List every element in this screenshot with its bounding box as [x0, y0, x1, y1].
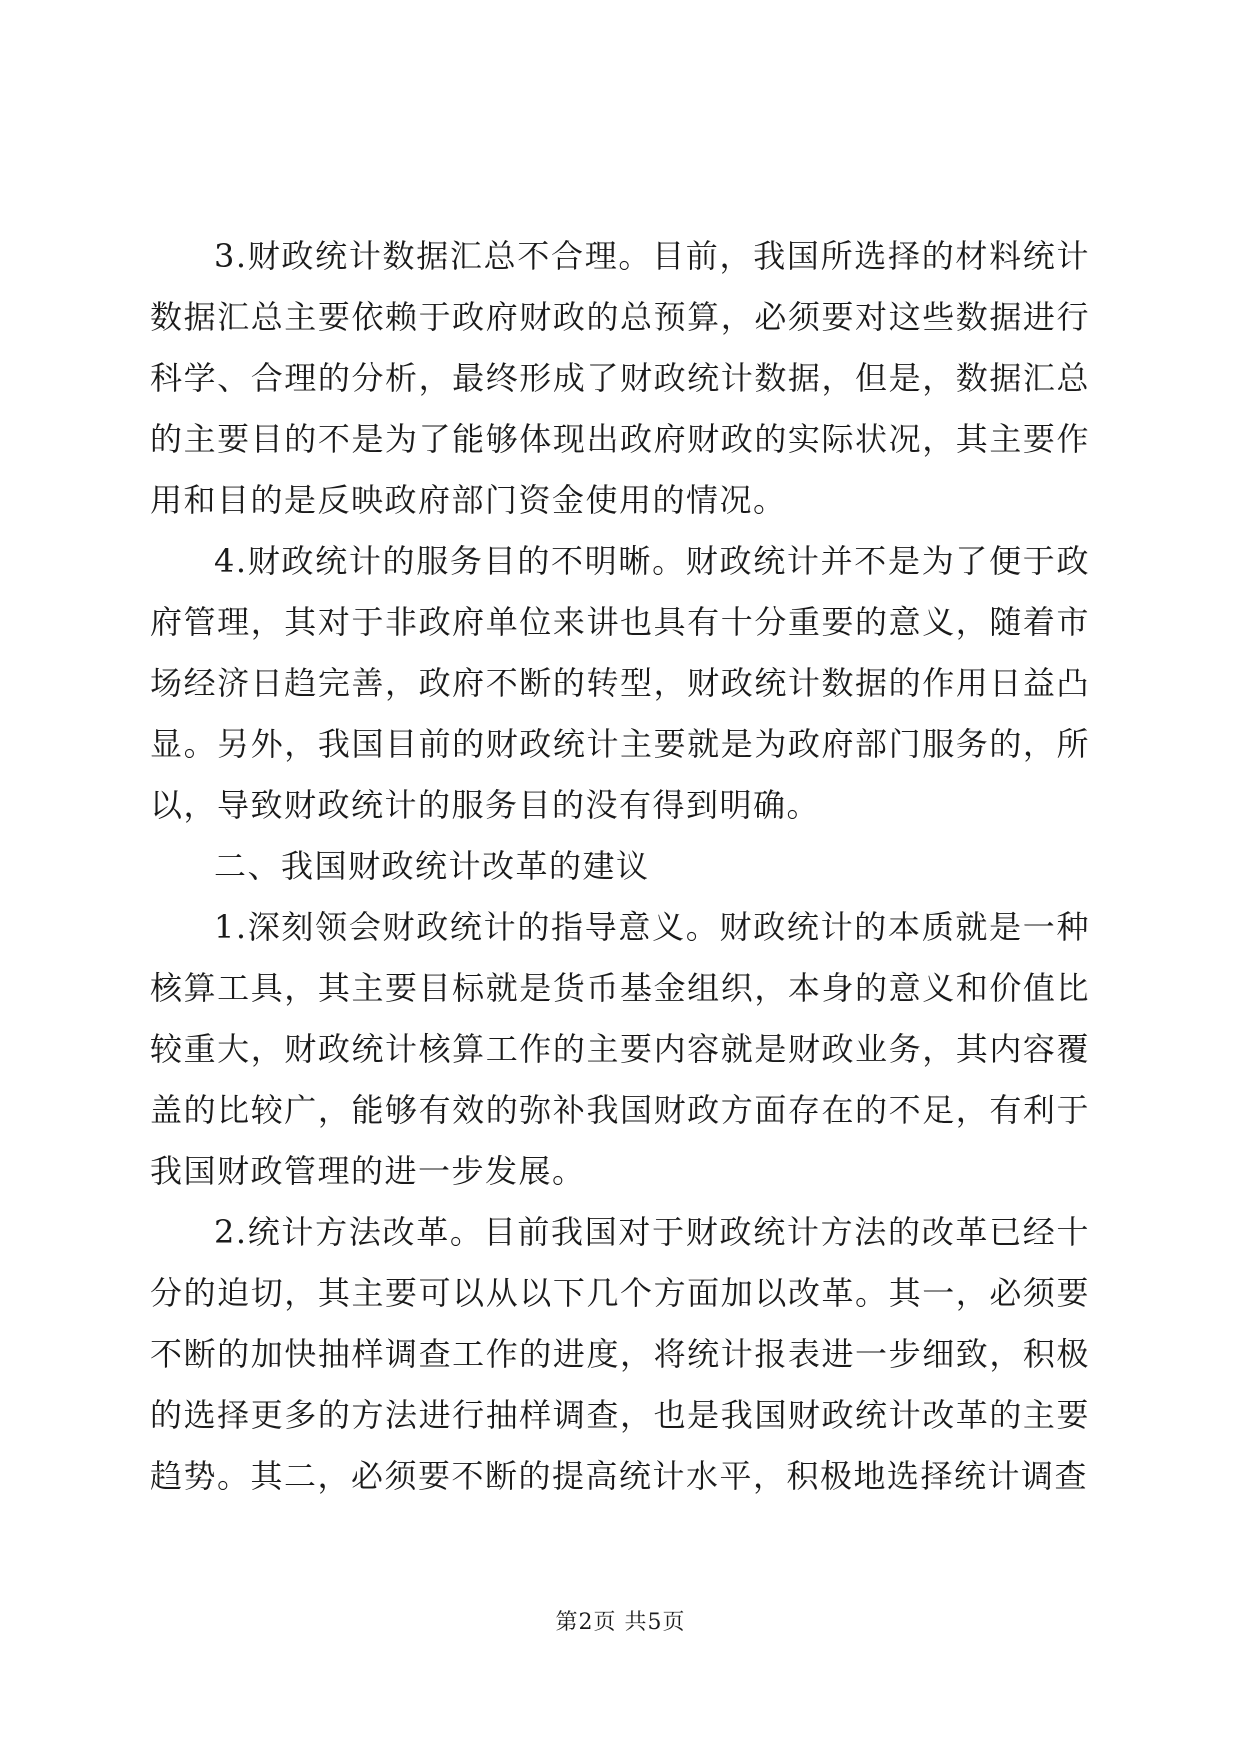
paragraph-guidance-significance: 1.深刻领会财政统计的指导意义。财政统计的本质就是一种核算工具，其主要目标就是货币基金组织，本身的意义和价值比较重大，财政统计核算工作的主要内容就是财政业务，其内容覆盖的比较广，能够有效的弥补我国财政方面存在的不足，有利于我国财政管理的进一步发展。 — [150, 908, 1090, 1190]
paragraph-service-purpose: 4.财政统计的服务目的不明晰。财政统计并不是为了便于政府管理，其对于非政府单位来讲也具有十分重要的意义，随着市场经济日趋完善，政府不断的转型，财政统计数据的作用日益凸显。另外，我国目前的财政统计主要就是为政府部门服务的，所以，导致财政统计的服务目的没有得到明确。 — [150, 542, 1090, 824]
document-body — [150, 226, 1090, 1507]
paragraph-method-reform: 2.统计方法改革。目前我国对于财政统计方法的改革已经十分的迫切，其主要可以从以下几个方面加以改革。其一，必须要不断的加快抽样调查工作的进度，将统计报表进一步细致，积极的选择更多的方法进行抽样调查，也是我国财政统计改革的主要趋势。其二，必须要不断的提高统计水平，积极地选择统计调查 — [150, 1213, 1090, 1495]
page-number-footer: 第2页 共5页 — [555, 1610, 686, 1635]
paragraph-data-aggregation: 3.财政统计数据汇总不合理。目前，我国所选择的材料统计数据汇总主要依赖于政府财政的总预算，必须要对这些数据进行科学、合理的分析，最终形成了财政统计数据，但是，数据汇总的主要目的不是为了能够体现出政府财政的实际状况，其主要作用和目的是反映政府部门资金使用的情况。 — [150, 237, 1090, 519]
section-heading-reform-suggestions: 二、我国财政统计改革的建议 — [214, 847, 650, 885]
